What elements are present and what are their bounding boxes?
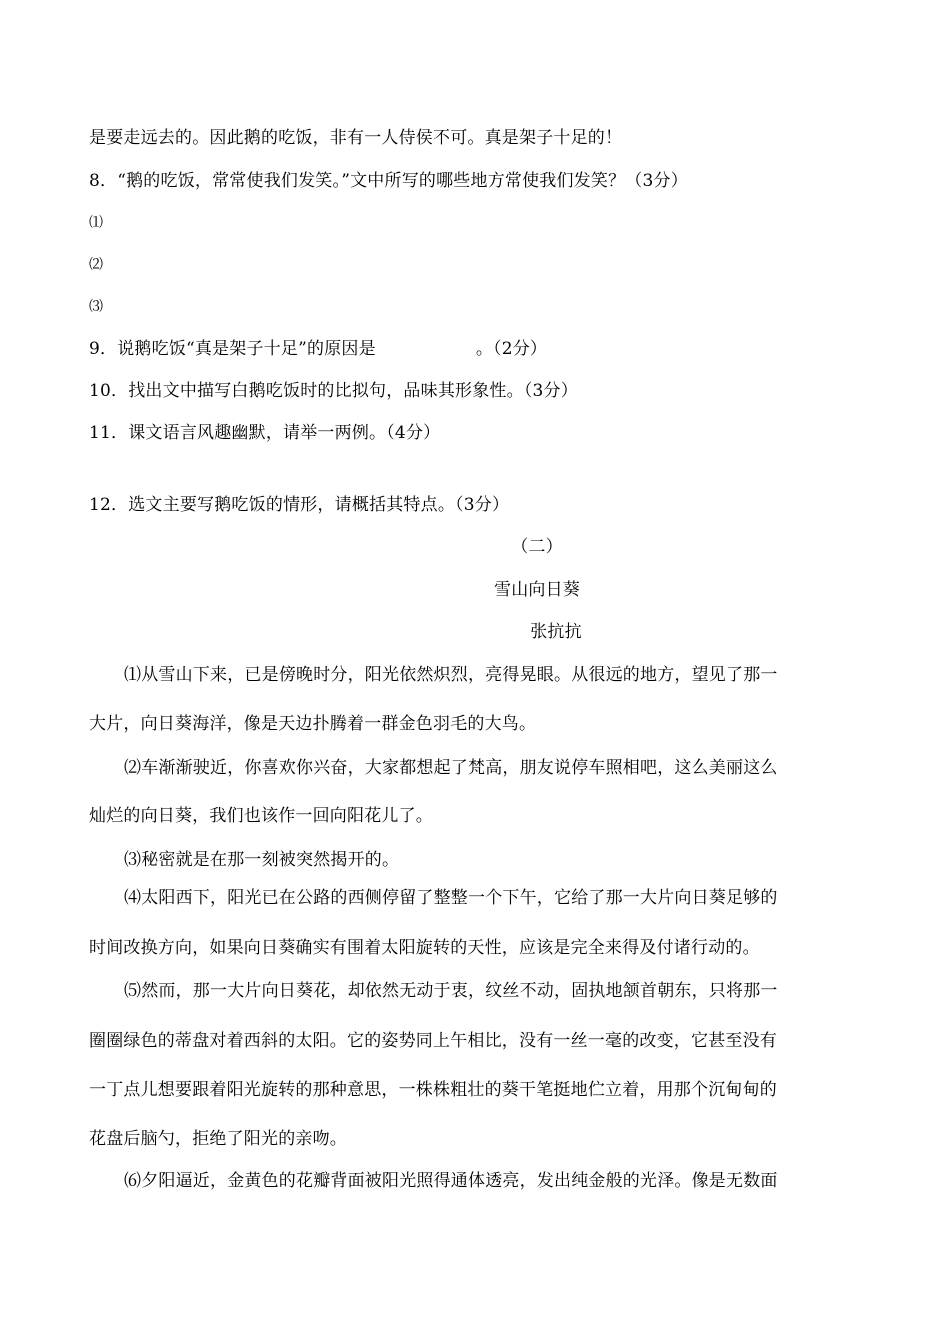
article-title: 雪山向日葵 xyxy=(494,580,580,600)
paragraph-6-line-1: ⑹夕阳逼近，金黄色的花瓣背面被阳光照得通体透亮，发出纯金般的光泽。像是无数面 xyxy=(124,1171,778,1191)
paragraph-1-line-1: ⑴从雪山下来，已是傍晚时分，阳光依然炽烈，亮得晃眼。从很远的地方，望见了那一 xyxy=(124,665,778,685)
text-line: 是要走远去的。因此鹅的吃饭，非有一人侍侯不可。真是架子十足的！ xyxy=(89,128,623,148)
paragraph-4-line-2: 时间改换方向，如果向日葵确实有围着太阳旋转的天性，应该是完全来得及付诸行动的。 xyxy=(89,938,760,958)
paragraph-1-line-2: 大片，向日葵海洋，像是天边扑腾着一群金色羽毛的大鸟。 xyxy=(89,714,537,734)
paragraph-5-line-1: ⑸然而，那一大片向日葵花，却依然无动于衷，纹丝不动，固执地颔首朝东，只将那一 xyxy=(124,981,778,1001)
question-11: 11．课文语言风趣幽默，请举一两例。（4分） xyxy=(89,423,441,443)
paragraph-5-line-2: 圈圈绿色的蒂盘对着西斜的太阳。它的姿势同上午相比，没有一丝一毫的改变，它甚至没有 xyxy=(89,1031,777,1051)
question-9-score: 。（2分） xyxy=(475,339,548,359)
question-9-text: 9．说鹅吃饭“真是架子十足”的原因是 xyxy=(89,339,376,359)
article-author: 张抗抗 xyxy=(530,622,582,642)
paragraph-5-line-4: 花盘后脑勺，拒绝了阳光的亲吻。 xyxy=(89,1129,347,1149)
paragraph-3-line-1: ⑶秘密就是在那一刻被突然揭开的。 xyxy=(124,850,400,870)
answer-slot-3: ⑶ xyxy=(89,299,104,315)
paragraph-5-line-3: 一丁点儿想要跟着阳光旋转的那种意思，一株株粗壮的葵干笔挺地伫立着，用那个沉甸甸的 xyxy=(89,1080,777,1100)
question-12: 12．选文主要写鹅吃饭的情形，请概括其特点。（3分） xyxy=(89,495,510,515)
section-number: （二） xyxy=(511,537,563,557)
answer-slot-2: ⑵ xyxy=(89,257,104,273)
paragraph-4-line-1: ⑷太阳西下，阳光已在公路的西侧停留了整整一个下午，它给了那一大片向日葵足够的 xyxy=(124,888,778,908)
question-9 xyxy=(89,338,547,360)
question-8: 8．“鹅的吃饭，常常使我们发笑。”文中所写的哪些地方常使我们发笑？（3分） xyxy=(89,171,688,191)
question-10: 10．找出文中描写白鹅吃饭时的比拟句，品味其形象性。（3分） xyxy=(89,381,578,401)
answer-slot-1: ⑴ xyxy=(89,215,104,231)
paragraph-2-line-2: 灿烂的向日葵，我们也该作一回向阳花儿了。 xyxy=(89,806,433,826)
paragraph-2-line-1: ⑵车渐渐驶近，你喜欢你兴奋，大家都想起了梵高，朋友说停车照相吧，这么美丽这么 xyxy=(124,758,778,778)
